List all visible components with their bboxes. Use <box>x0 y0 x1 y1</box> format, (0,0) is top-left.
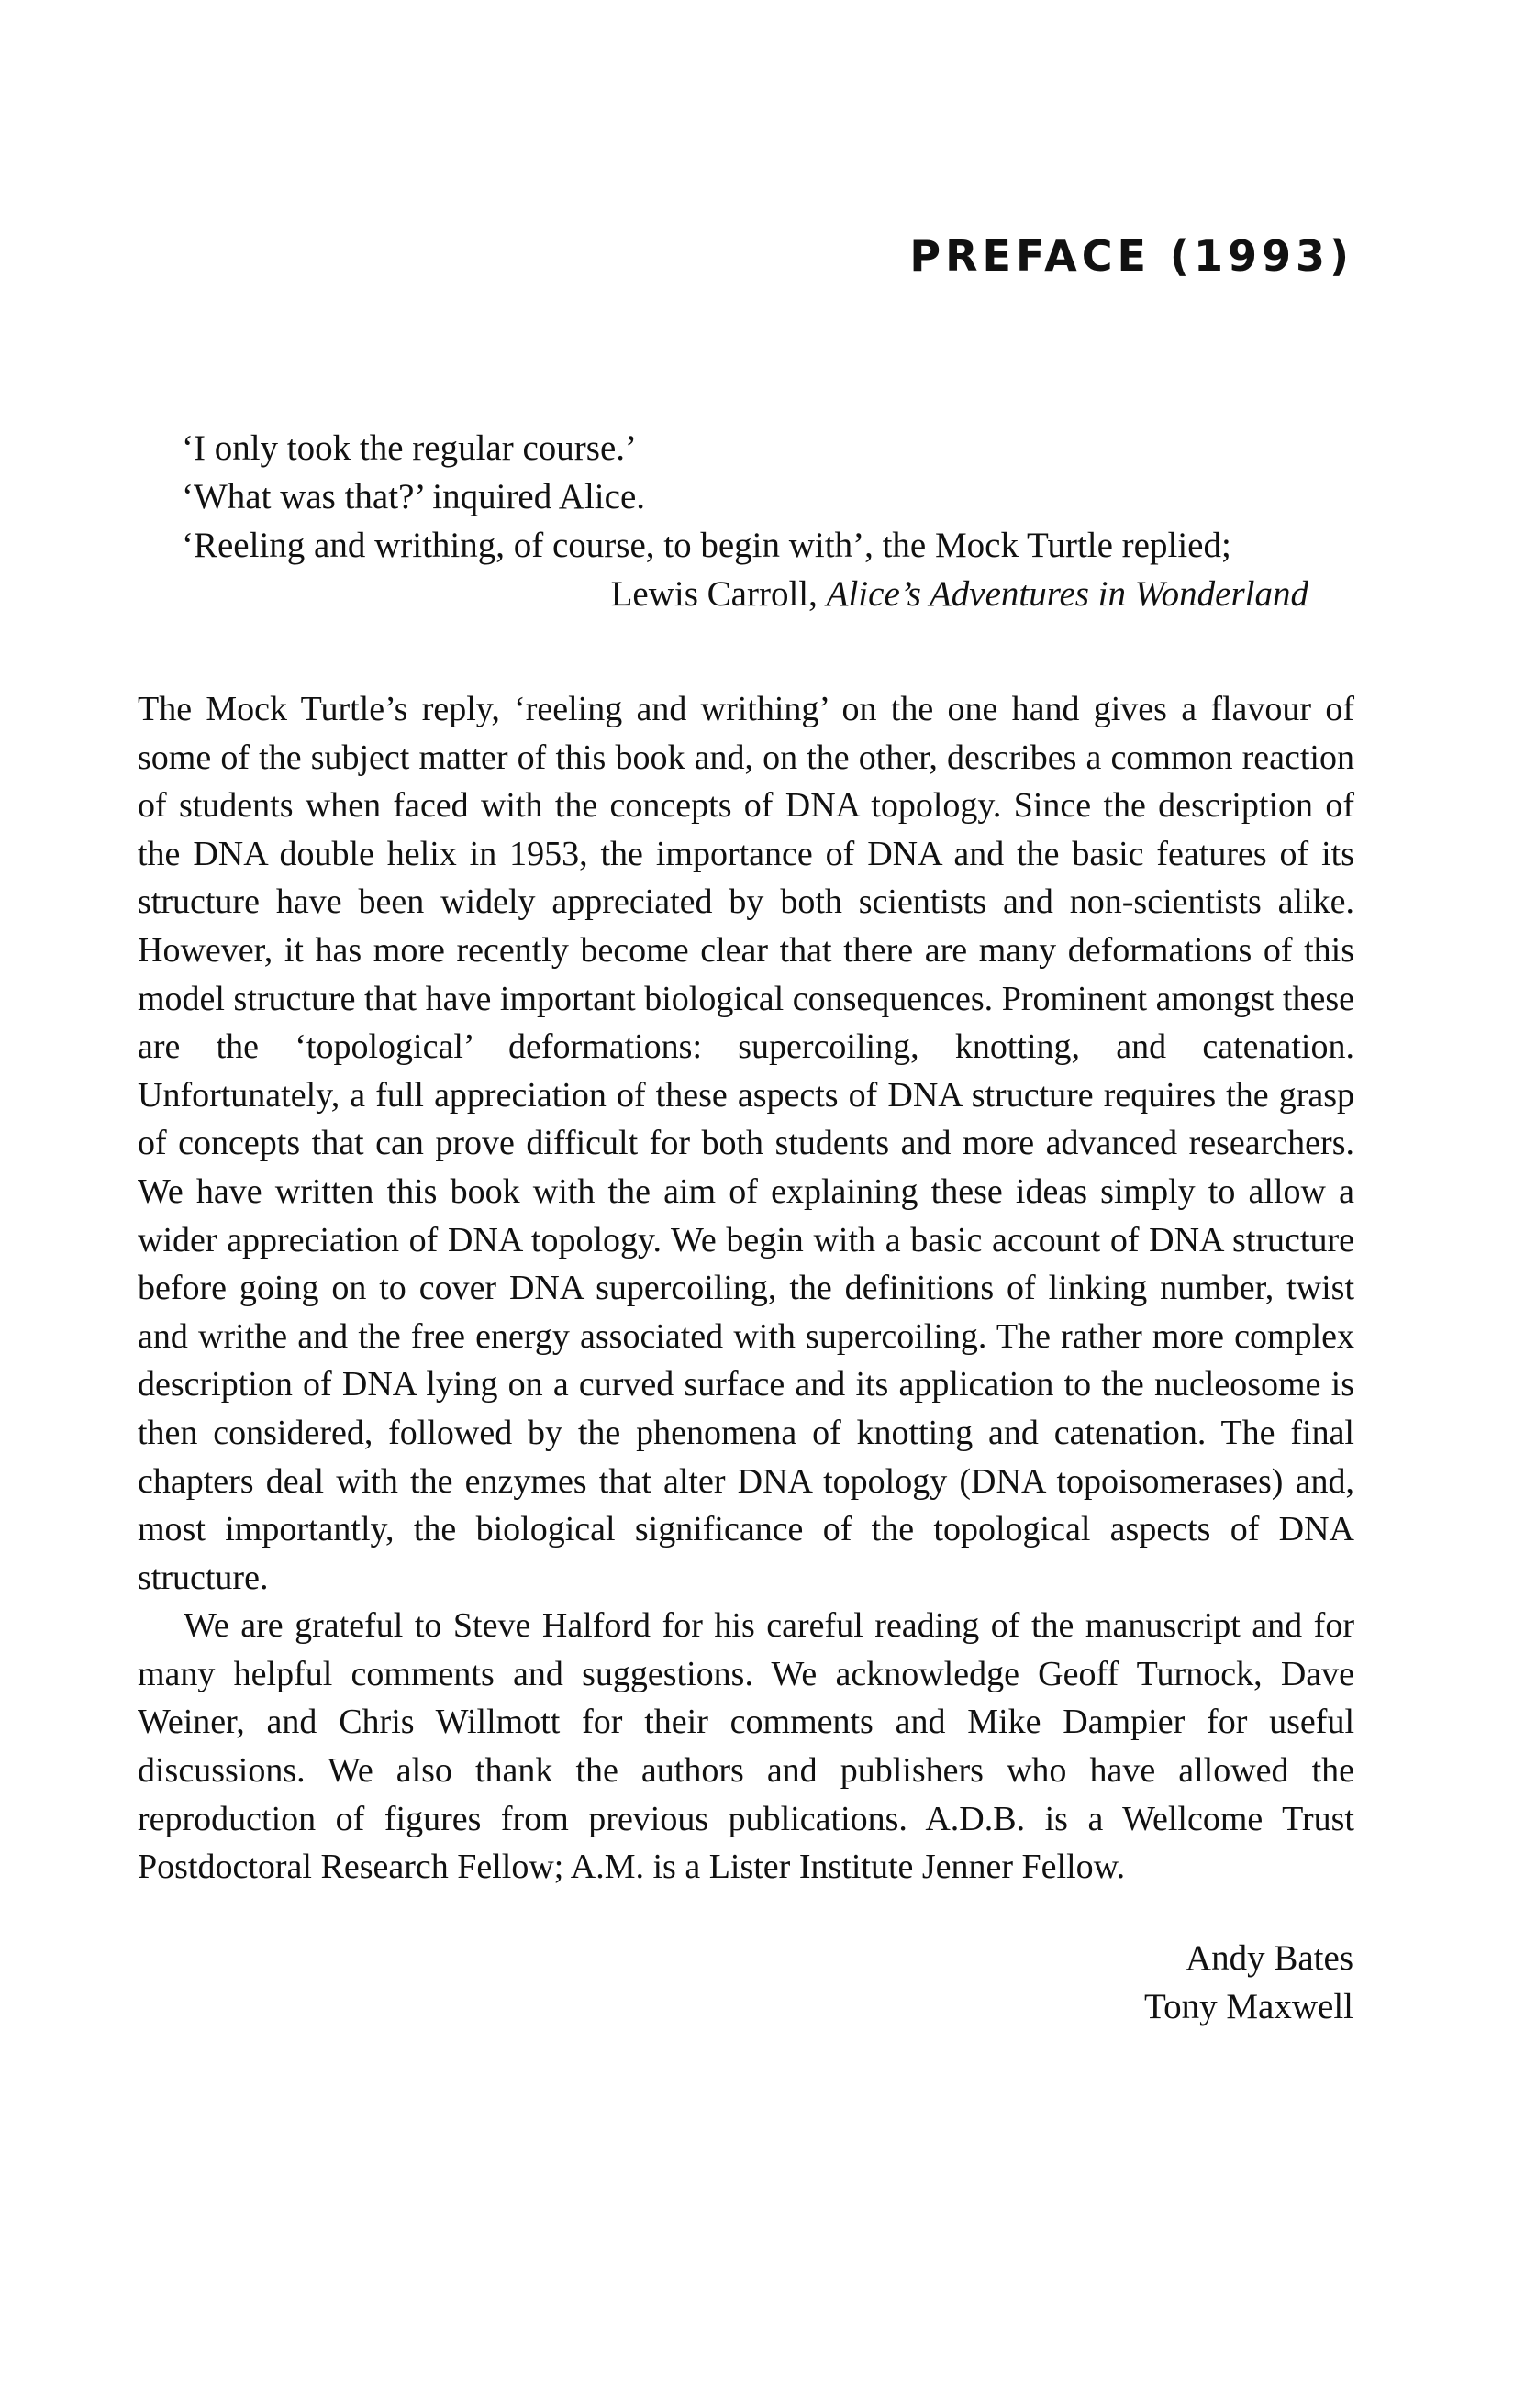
body-paragraph: We are grateful to Steve Halford for his careful reading of the manuscript and for many helpful comments and suggestions. We acknowledge Geoff Turnock, Dave Weiner, and Chris Willmott for their comments and Mike Dampier for useful discussions. We also thank the authors and publishers who have allowed the reproduction of figures from previous publications. A.D.B. is a Wellcome Trust Postdoctoral Research Fellow; A.M. is a Lister Institute Jenner Fellow. <box>138 1606 1354 1887</box>
page-title: PREFACE (1993) <box>909 231 1353 281</box>
epigraph <box>182 424 1308 618</box>
epigraph-line: ‘What was that?’ inquired Alice. <box>182 477 646 516</box>
author-name: Andy Bates <box>1185 1938 1353 1978</box>
body-paragraph: The Mock Turtle’s reply, ‘reeling and writhing’ on the one hand gives a flavour of some of the subject matter of this book and, on the other, describes a common reaction of students when faced with the concepts of DNA topology. Since the description of the DNA double helix in 1953, the importance of DNA and the basic features of its structure have been widely appreciated by both scientists and non-scientists alike. However, it has more recently become clear that there are many deformations of this model structure that have important biological consequences. Prominent amongst these are the ‘topological’ deformations: supercoiling, knotting, and catenation. Unfortunately, a full appreciation of these aspects of DNA structure requires the grasp of concepts that can prove difficult for both students and more advanced researchers. We have written this book with the aim of explaining these ideas simply to allow a wider appreciation of DNA topology. We begin with a basic account of DNA structure before going on to cover DNA supercoiling, the definitions of linking number, twist and writhe and the free energy associated with supercoiling. The rather more complex description of DNA lying on a curved surface and its application to the nucleosome is then considered, followed by the phenomena of knotting and catenation. The final chapters deal with the enzymes that alter DNA topology (DNA topoisomerases) and, most importantly, the biological significance of the topological aspects of DNA structure. <box>138 690 1354 1597</box>
epigraph-attribution <box>182 570 1308 618</box>
signature-block <box>1144 1934 1353 2031</box>
author-name: Tony Maxwell <box>1144 1987 1353 2026</box>
preface-body <box>138 685 1354 1892</box>
epigraph-author: Lewis Carroll, <box>610 574 827 614</box>
epigraph-work-title: Alice’s Adventures in Wonderland <box>826 574 1308 614</box>
epigraph-line: ‘I only took the regular course.’ <box>182 428 637 468</box>
epigraph-line: ‘Reeling and writhing, of course, to begin with’, the Mock Turtle replied; <box>182 526 1231 565</box>
